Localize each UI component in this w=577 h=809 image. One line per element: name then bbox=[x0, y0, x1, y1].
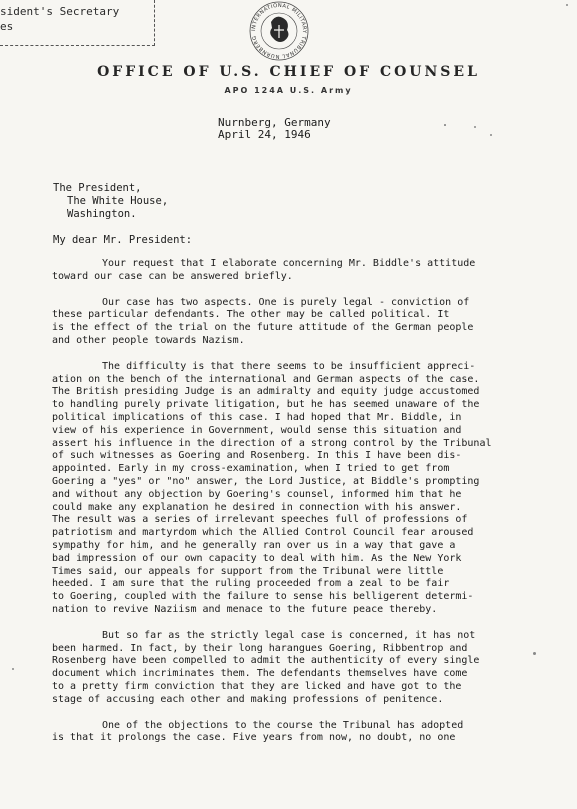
paragraph-line: Our case has two aspects. One is purely legal - conviction of bbox=[102, 296, 470, 308]
letterhead-office: OFFICE OF U.S. CHIEF OF COUNSEL bbox=[97, 64, 480, 80]
paragraph-line: and other people towards Nazism. bbox=[52, 334, 245, 346]
letter-paragraph bbox=[52, 630, 562, 707]
recipient-line-1: The President, bbox=[53, 182, 142, 194]
letter-paragraph bbox=[52, 720, 562, 746]
dateline-date: April 24, 1946 bbox=[218, 128, 311, 141]
paragraph-line: toward our case can be answered briefly. bbox=[52, 270, 293, 282]
paragraph-line: Your request that I elaborate concerning Mr. Biddle's attitude bbox=[102, 258, 476, 269]
letter-body bbox=[52, 258, 562, 758]
paragraph-line: heeded. I am sure that the ruling proceeded from a zeal to be fair bbox=[52, 578, 450, 590]
paragraph-line: assert his influence in the direction of a strong control by the Tribunal bbox=[52, 437, 492, 449]
letter-paragraph bbox=[52, 297, 562, 348]
recipient-address bbox=[53, 182, 168, 221]
paragraph-line: to handling purely private litigation, but he has seemed unaware of the bbox=[52, 399, 480, 411]
stamp-border-bottom bbox=[0, 45, 155, 46]
paper-speck bbox=[444, 124, 446, 126]
dateline-place: Nurnberg, Germany bbox=[218, 116, 331, 129]
paragraph-line: One of the objections to the course the Tribunal has adopted bbox=[102, 719, 464, 731]
stamp-border-right bbox=[154, 0, 155, 46]
secretary-stamp bbox=[0, 0, 160, 46]
paragraph-line: The difficulty is that there seems to be insufficient appreci- bbox=[102, 360, 476, 372]
recipient-line-3: Washington. bbox=[67, 208, 137, 220]
stamp-line-1: sident's Secretary bbox=[0, 5, 120, 18]
paragraph-line: Goering a "yes" or "no" answer, the Lord Justice, at Biddle's prompting bbox=[52, 475, 480, 487]
paragraph-line: is that it prolongs the case. Five years from now, no doubt, no one bbox=[52, 732, 456, 744]
paragraph-line: sympathy for him, and he generally ran over us in a way that gave a bbox=[52, 539, 456, 551]
letter-paragraph bbox=[52, 361, 562, 617]
paper-speck bbox=[474, 126, 476, 128]
paragraph-line: to a pretty firm conviction that they are licked and have got to the bbox=[52, 680, 462, 692]
paragraph-line: nation to revive Naziism and menace to the future peace thereby. bbox=[52, 603, 438, 615]
paragraph-line: of such witnesses as Goering and Rosenberg. In this I have been dis- bbox=[52, 450, 462, 462]
paragraph-line: The result was a series of irrelevant speeches full of professions of bbox=[52, 514, 468, 526]
paper-speck bbox=[566, 4, 568, 6]
paragraph-line: these particular defendants. The other may be called political. It bbox=[52, 309, 450, 321]
paragraph-line: Rosenberg have been compelled to admit the authenticity of every single bbox=[52, 655, 480, 667]
paragraph-line: document which incriminates them. The defendants themselves have come bbox=[52, 668, 468, 680]
tribunal-seal-icon bbox=[246, 0, 312, 62]
paragraph-line: and without any objection by Goering's counsel, informed him that he bbox=[52, 488, 462, 500]
salutation: My dear Mr. President: bbox=[53, 234, 193, 246]
paper-speck bbox=[533, 652, 536, 655]
paragraph-line: ation on the bench of the international and German aspects of the case. bbox=[52, 373, 480, 385]
paragraph-line: appointed. Early in my cross-examination, when I tried to get from bbox=[52, 463, 450, 475]
paragraph-line: could make any explanation he desired in connection with his answer. bbox=[52, 501, 462, 513]
paragraph-line: But so far as the strictly legal case is concerned, it has not bbox=[102, 629, 476, 641]
paragraph-line: view of his experience in Government, would sense this situation and bbox=[52, 424, 462, 436]
dateline bbox=[218, 117, 331, 141]
recipient-line-2: The White House, bbox=[67, 195, 169, 207]
paragraph-line: patriotism and martyrdom which the Allied Control Council fear aroused bbox=[52, 527, 474, 539]
paragraph-line: to Goering, coupled with the failure to sense his belligerent determi- bbox=[52, 591, 474, 603]
paragraph-line: bad impression of our own capacity to deal with him. As the New York bbox=[52, 552, 462, 564]
paragraph-line: Times said, our appeals for support from the Tribunal were little bbox=[52, 565, 444, 577]
paragraph-line: been harmed. In fact, by their long harangues Goering, Ribbentrop and bbox=[52, 642, 468, 654]
letterhead-apo: APO 124A U.S. Army bbox=[224, 86, 353, 95]
seal-text: INTERNATIONAL MILITARY TRIBUNAL NURNBERG bbox=[250, 2, 308, 60]
paper-speck bbox=[12, 668, 14, 670]
paragraph-line: stage of accusing each other and making professions of penitence. bbox=[52, 693, 444, 705]
letter-paragraph bbox=[52, 258, 562, 284]
paragraph-line: is the effect of the trial on the future attitude of the German people bbox=[52, 322, 474, 334]
paragraph-line: The British presiding Judge is an admiralty and equity judge accustomed bbox=[52, 386, 480, 398]
paper-speck bbox=[490, 134, 492, 136]
paragraph-line: political implications of this case. I had hoped that Mr. Biddle, in bbox=[52, 411, 462, 423]
stamp-line-2: es bbox=[0, 20, 14, 33]
